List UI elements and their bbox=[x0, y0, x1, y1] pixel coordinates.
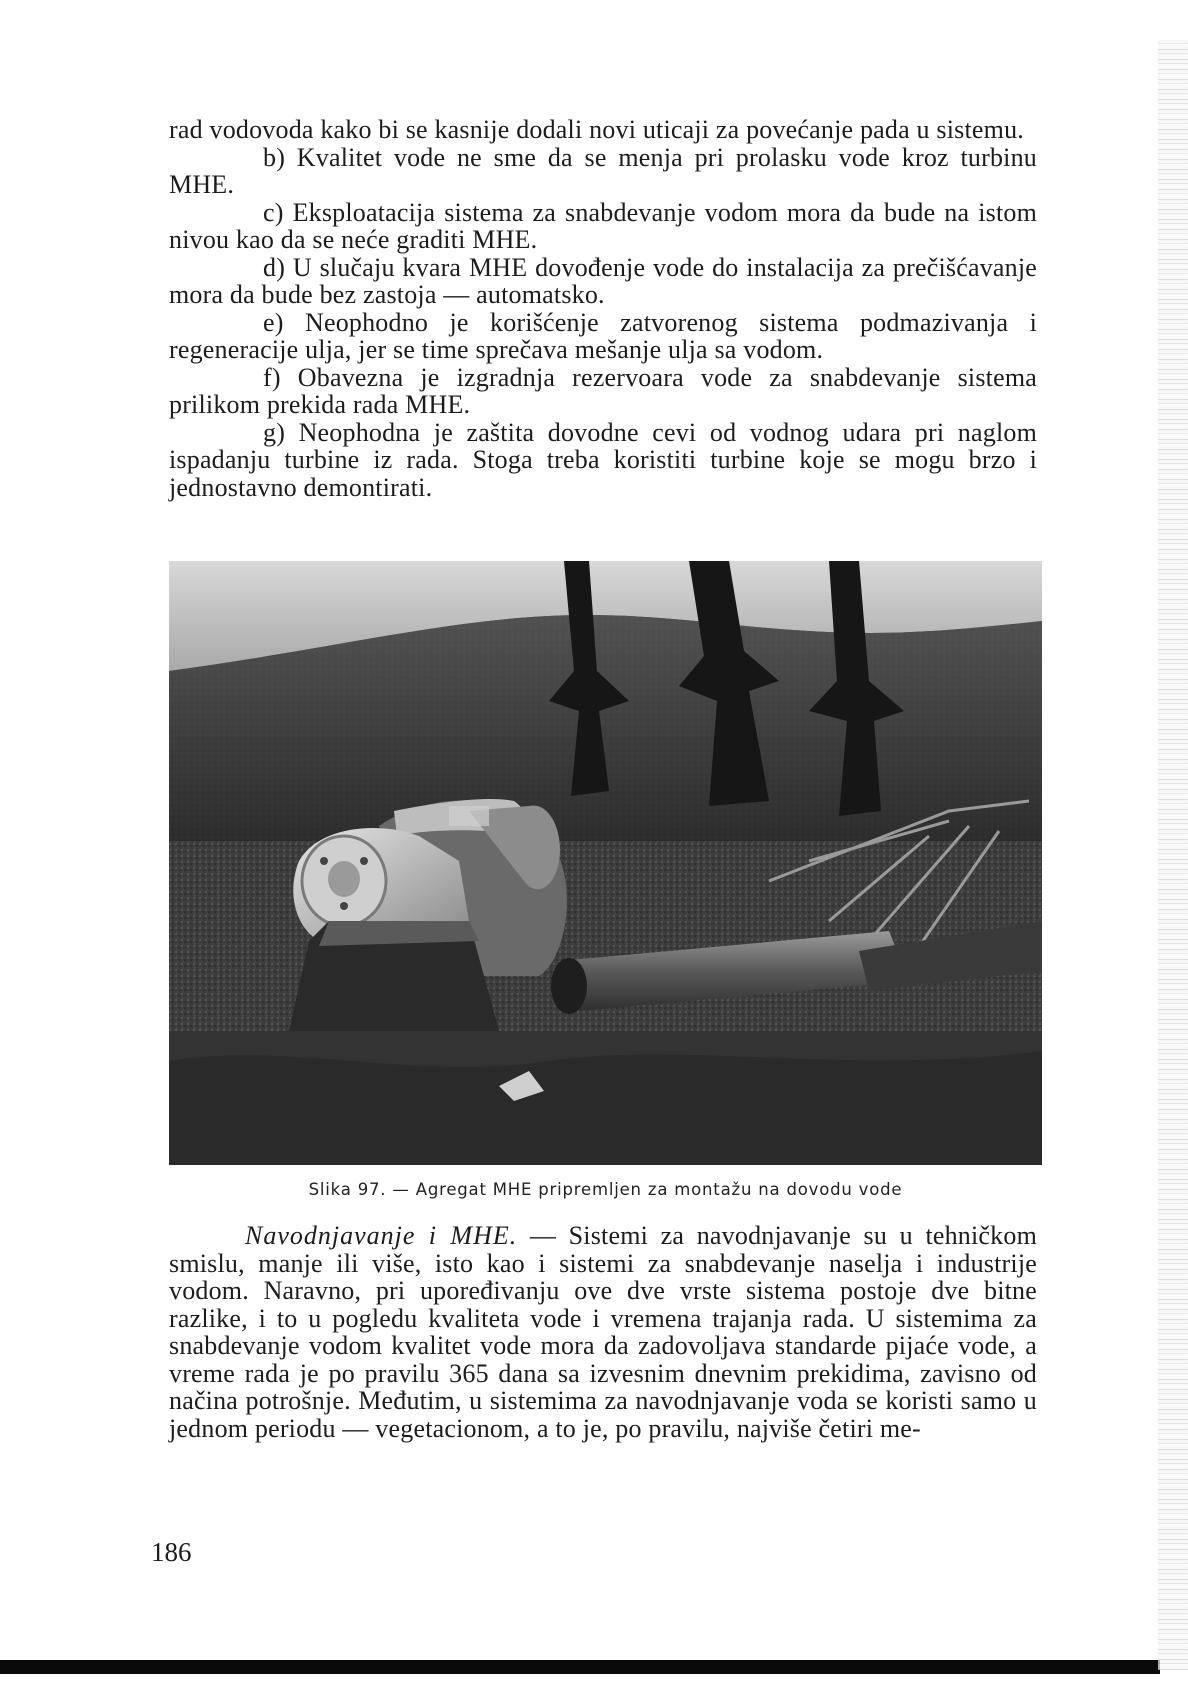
turbine-photo-illustration bbox=[169, 561, 1042, 1165]
requirement-item-e: e) Neophodno je korišćenje zatvorenog sistema podmazivanja i regeneracije ulja, jer se time sprečava mešanje ulja sa vodom. bbox=[169, 307, 1037, 364]
bottom-border-bar bbox=[0, 1660, 1160, 1674]
requirement-item-b: b) Kvalitet vode ne sme da se menja pri prolasku vode kroz turbinu MHE. bbox=[169, 142, 1037, 199]
requirement-item-f: f) Obavezna je izgradnja rezervoara vode za snabdevanje sistema prilikom prekida rada MHE. bbox=[169, 362, 1037, 419]
figure-caption: Slika 97. — Agregat MHE pripremljen za montažu na dovodu vode bbox=[308, 1180, 903, 1199]
continuation-paragraph: rad vodovoda kako bi se kasnije dodali novi uticaji za povećanje pada u sistemu. bbox=[169, 115, 1024, 144]
requirement-item-c: c) Eksploatacija sistema za snabdevanje vodom mora da bude na istom nivou kao da se neće graditi MHE. bbox=[169, 197, 1037, 254]
foreground-grass bbox=[169, 1031, 1042, 1165]
page-number: 186 bbox=[151, 1537, 192, 1567]
turbine-photo bbox=[169, 561, 1042, 1165]
machine-base bbox=[289, 921, 499, 1031]
requirement-item-d: d) U slučaju kvara MHE dovođenje vode do instalacija za prečišćavanje mora da bude bez zastoja — automatsko. bbox=[169, 252, 1037, 309]
requirement-item-g: g) Neophodna je zaštita dovodne cevi od vodnog udara pri naglom ispadanju turbine iz rada. Stoga treba koristiti turbine koje se mogu brzo i jednostavno demontirati. bbox=[169, 417, 1037, 502]
section-lead: Navodnjavanje i MHE. bbox=[245, 1221, 518, 1250]
bottom-text-block bbox=[169, 1222, 1037, 1442]
top-text-block bbox=[169, 116, 1037, 501]
irrigation-paragraph bbox=[169, 1222, 1037, 1442]
scan-edge-artifact bbox=[1158, 40, 1188, 1670]
section-body: — Sistemi za navodnjavanje su u tehničkom smislu, manje ili više, isto kao i sistemi za snabdevanje naselja i industrije vodom. Naravno, pri upoređivanju ove dve vrste sistema postoje dve bitne razlike, i to u pogledu kvaliteta vode i vremena trajanja rada. U sistemima za snabdevanje vodom kvalitet vode mora da zadovoljava standarde pijaće vode, a vreme rada je po pravilu 365 dana sa izvesnim dnevnim prekidima, zavisno od načina potrošnje. Međutim, u sistemima za navodnjavanje voda se koristi samo u jednom periodu — vegetacionom, a to je, po pravilu, najviše četiri me- bbox=[169, 1221, 1037, 1443]
